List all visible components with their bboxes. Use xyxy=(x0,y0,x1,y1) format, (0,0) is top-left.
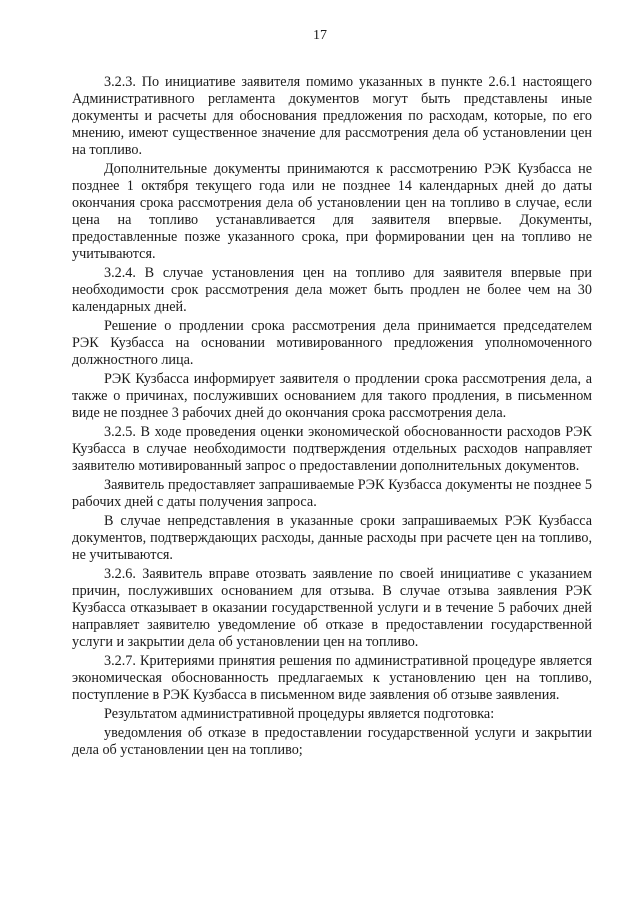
paragraph-3-2-3: 3.2.3. По инициативе заявителя помимо указанных в пункте 2.6.1 настоящего Административного регламента документов могут быть представлены иные документы и расчеты для обоснования предложения по расходам, которые, по его мнению, имеют существенное значение для рассмотрения дела об установлении цен на топливо. xyxy=(72,74,592,158)
paragraph-additional-documents: Дополнительные документы принимаются к рассмотрению РЭК Кузбасса не позднее 1 октября текущего года или не позднее 14 календарных дней до даты окончания срока рассмотрения дела об установлении цен на топливо в случае, если цена на топливо устанавливается для заявителя впервые. Документы, предоставленные позже указанного срока, при формировании цен на топливо не учитываются. xyxy=(72,161,592,262)
paragraph-extension-notice: РЭК Кузбасса информирует заявителя о продлении срока рассмотрения дела, а также о причинах, послуживших основанием для такого продления, в письменном виде не позднее 3 рабочих дней до окончания срока рассмотрения дела. xyxy=(72,371,592,421)
paragraph-3-2-7: 3.2.7. Критериями принятия решения по административной процедуре является экономическая обоснованность предлагаемых к установлению цен на топливо, поступление в РЭК Кузбасса в письменном виде заявления об отзыве заявления. xyxy=(72,653,592,703)
paragraph-result: Результатом административной процедуры является подготовка: xyxy=(104,706,495,722)
paragraph-extension-decision: Решение о продлении срока рассмотрения дела принимается председателем РЭК Кузбасса на основании мотивированного предложения уполномоченного должностного лица. xyxy=(72,318,592,368)
paragraph-non-submission: В случае непредставления в указанные сроки запрашиваемых РЭК Кузбасса документов, подтверждающих расходы, данные расходы при расчете цен на топливо, не учитываются. xyxy=(72,513,592,563)
paragraph-refusal-notice: уведомления об отказе в предоставлении государственной услуги и закрытии дела об установлении цен на топливо; xyxy=(72,725,592,758)
page-number: 17 xyxy=(313,28,327,43)
paragraph-applicant-provides: Заявитель предоставляет запрашиваемые РЭК Кузбасса документы не позднее 5 рабочих дней с даты получения запроса. xyxy=(72,477,592,510)
paragraph-3-2-6: 3.2.6. Заявитель вправе отозвать заявление по своей инициативе с указанием причин, послуживших основанием для отзыва. В случае отзыва заявления РЭК Кузбасса отказывает в оказании государственной услуги и в течение 5 рабочих дней направляет заявителю уведомление об отказе в предоставлении государственной услуги и закрытии дела об установлении цен на топливо. xyxy=(72,566,592,650)
paragraph-3-2-4: 3.2.4. В случае установления цен на топливо для заявителя впервые при необходимости срок рассмотрения дела может быть продлен не более чем на 30 календарных дней. xyxy=(72,265,592,315)
document-body xyxy=(72,74,592,759)
paragraph-3-2-5: 3.2.5. В ходе проведения оценки экономической обоснованности расходов РЭК Кузбасса в случае необходимости подтверждения отдельных расходов направляет заявителю мотивированный запрос о предоставлении дополнительных документов. xyxy=(72,424,592,474)
